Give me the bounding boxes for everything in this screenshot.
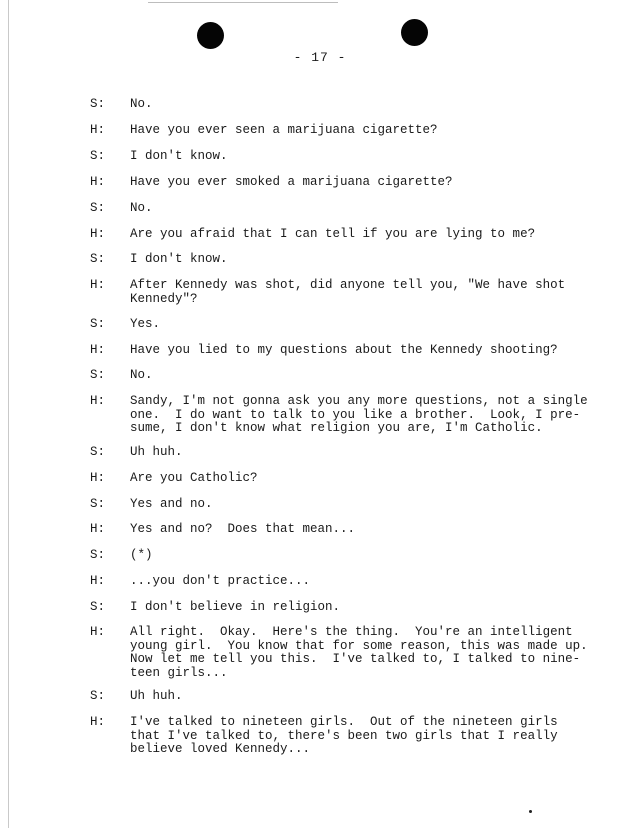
speech-text: Uh huh.	[130, 445, 183, 459]
speaker-label: H:	[90, 471, 106, 485]
speaker-label: H:	[90, 574, 106, 588]
speech-text: I've talked to nineteen girls. Out of the nineteen girls that I've talked to, there's been two girls that I really believe loved Kennedy...	[130, 715, 558, 756]
speaker-label: H:	[90, 715, 106, 729]
speaker-label: S:	[90, 149, 106, 163]
speech-text: Yes and no.	[130, 497, 213, 511]
speech-text: No.	[130, 368, 153, 382]
speech-text: Uh huh.	[130, 689, 183, 703]
speaker-label: S:	[90, 689, 106, 703]
speaker-label: S:	[90, 317, 106, 331]
speaker-label: S:	[90, 252, 106, 266]
page-left-edge	[8, 0, 9, 828]
speaker-label: S:	[90, 201, 106, 215]
speech-text: After Kennedy was shot, did anyone tell you, "We have shot Kennedy"?	[130, 278, 566, 306]
speech-text: Are you afraid that I can tell if you are lying to me?	[130, 227, 536, 241]
speech-text: I don't know.	[130, 252, 228, 266]
speaker-label: H:	[90, 625, 106, 639]
speech-text: No.	[130, 201, 153, 215]
speaker-label: S:	[90, 97, 106, 111]
speech-text: I don't believe in religion.	[130, 600, 341, 614]
punch-hole-right	[401, 19, 428, 46]
punch-hole-left	[197, 22, 224, 49]
speaker-label: S:	[90, 368, 106, 382]
speech-text: Are you Catholic?	[130, 471, 258, 485]
speech-text: Sandy, I'm not gonna ask you any more questions, not a single one. I do want to talk to you like a brother. Look, I pre- sume, I don't know what religion you are, I'm Catholic.	[130, 394, 588, 435]
top-rule	[148, 2, 338, 3]
speaker-label: H:	[90, 278, 106, 292]
speaker-label: H:	[90, 522, 106, 536]
speech-text: All right. Okay. Here's the thing. You're an intelligent young girl. You know that for some reason, this was made up. Now let me tell you this. I've talked to, I talked to nine- teen girls...	[130, 625, 588, 680]
speech-text: I don't know.	[130, 149, 228, 163]
speaker-label: S:	[90, 497, 106, 511]
speech-text: Yes.	[130, 317, 161, 331]
speaker-label: S:	[90, 600, 106, 614]
speech-text: ...you don't practice...	[130, 574, 311, 588]
speech-text: Have you ever seen a marijuana cigarette?	[130, 123, 438, 137]
speaker-label: H:	[90, 343, 106, 357]
speech-text: No.	[130, 97, 153, 111]
speaker-label: H:	[90, 394, 106, 408]
speaker-label: S:	[90, 548, 106, 562]
speech-text: (*)	[130, 548, 153, 562]
speech-text: Have you lied to my questions about the Kennedy shooting?	[130, 343, 558, 357]
speaker-label: H:	[90, 175, 106, 189]
page-number: - 17 -	[293, 50, 347, 65]
speaker-label: S:	[90, 445, 106, 459]
speaker-label: H:	[90, 123, 106, 137]
stray-mark	[529, 810, 532, 813]
speech-text: Have you ever smoked a marijuana cigarette?	[130, 175, 453, 189]
speaker-label: H:	[90, 227, 106, 241]
speech-text: Yes and no? Does that mean...	[130, 522, 356, 536]
